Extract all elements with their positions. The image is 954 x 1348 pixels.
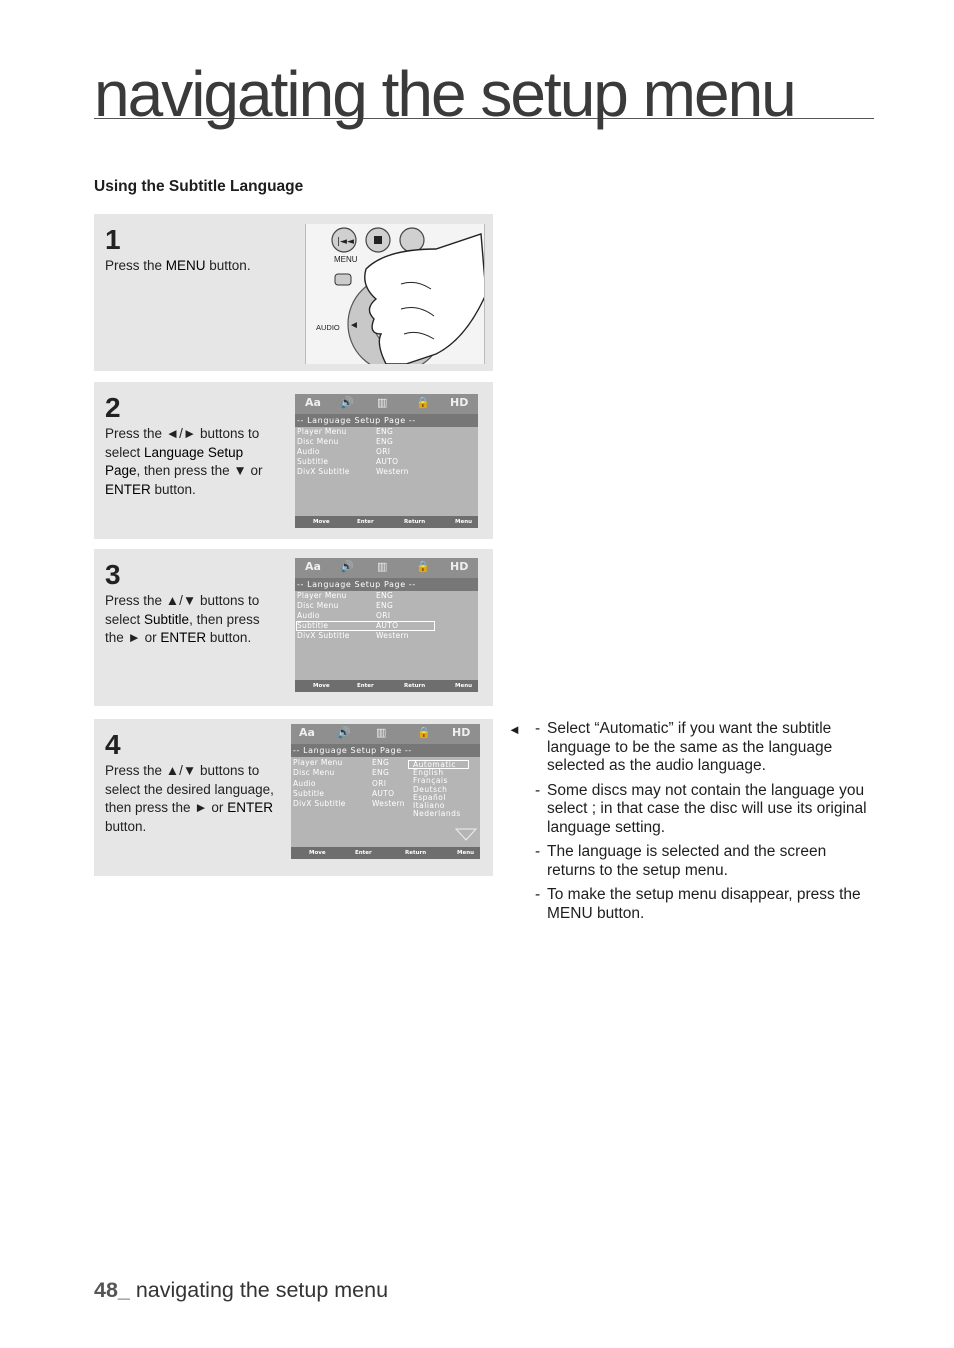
remote-illustration: [305, 224, 485, 364]
section-heading: Using the Subtitle Language: [94, 178, 304, 195]
osd-row-value: ENG: [376, 437, 394, 446]
step-text: Press the ▲/▼ buttons to select the desired language, then press the ► or ENTER button.: [105, 763, 274, 834]
notes: [508, 720, 868, 929]
step-number: 1: [105, 224, 121, 255]
osd-row-label: Subtitle: [293, 789, 325, 798]
osd-row-value: Western: [372, 799, 405, 808]
osd-row-label: Disc Menu: [297, 601, 339, 610]
menu-label: MENU: [334, 255, 358, 264]
osd-row-value: Western: [376, 467, 409, 476]
step-number: 2: [105, 392, 121, 423]
osd-row-label: Audio: [297, 447, 320, 456]
osd-row-label: Player Menu: [293, 758, 343, 767]
osd-row-label: Disc Menu: [293, 768, 335, 777]
note-item: - The language is selected and the screen returns to the setup menu.: [535, 843, 827, 879]
osd-row-label: Subtitle: [297, 457, 329, 466]
osd-row-value: ORI: [376, 447, 391, 456]
hd-tab-icon: HD: [450, 560, 469, 573]
svg-text:|◄◄: |◄◄: [337, 237, 354, 247]
note-item: - To make the setup menu disappear, press the MENU button.: [535, 886, 861, 922]
osd-header: -- Language Setup Page --: [291, 744, 480, 757]
osd-row-label: Audio: [297, 611, 320, 620]
svg-text:◄: ◄: [349, 320, 359, 331]
audio-tab-icon: 🔊: [340, 396, 354, 409]
osd-row-label: DivX Subtitle: [293, 799, 346, 808]
osd-header: -- Language Setup Page --: [295, 414, 478, 427]
step-number: 3: [105, 559, 121, 590]
language-tab-icon: Aa: [305, 560, 321, 573]
osd-screen: [291, 724, 480, 859]
osd-row-label: Player Menu: [297, 591, 347, 600]
note-arrow-icon: ◄: [508, 722, 521, 737]
step-text: Press the MENU button.: [105, 258, 251, 273]
note-item: - Select “Automatic” if you want the subtitle language to be the same as the language selected as the audio language.: [535, 720, 833, 774]
osd-screen: [295, 558, 478, 692]
step-2-box: [94, 382, 493, 539]
page-number: 48_: [94, 1278, 130, 1302]
remote-hand-image: [306, 224, 485, 364]
step-text: Press the ▲/▼ buttons to select Subtitle, then press the ► or ENTER button.: [105, 593, 260, 645]
osd-row-value: ENG: [372, 768, 390, 777]
osd-language-dropdown: Automatic English Français Deutsch Español Italiano Nederlands: [413, 760, 461, 819]
page-title: navigating the setup menu: [94, 62, 874, 119]
osd-row-value: ENG: [372, 758, 390, 767]
osd-row-value: AUTO: [372, 789, 395, 798]
osd-header: -- Language Setup Page --: [295, 578, 478, 591]
audio-label: AUDIO: [316, 323, 340, 332]
display-tab-icon: ▥: [376, 726, 387, 739]
osd-row-label: DivX Subtitle: [297, 467, 350, 476]
osd-row-value: AUTO: [376, 457, 399, 466]
lock-tab-icon: 🔒: [416, 396, 430, 409]
osd-row-value: ORI: [372, 779, 387, 788]
lock-tab-icon: 🔒: [416, 560, 430, 573]
audio-tab-icon: 🔊: [340, 560, 354, 573]
osd-row-value: ORI: [376, 611, 391, 620]
display-tab-icon: ▥: [377, 560, 388, 573]
osd-bottom-bar: Move Enter Return Menu: [295, 516, 478, 528]
hd-tab-icon: HD: [452, 726, 471, 739]
osd-row-value: ENG: [376, 601, 394, 610]
step-3-box: [94, 549, 493, 706]
osd-row-value: ENG: [376, 427, 394, 436]
osd-row-label: Disc Menu: [297, 437, 339, 446]
osd-row-label: Audio: [293, 779, 316, 788]
footer-text: navigating the setup menu: [129, 1278, 389, 1302]
display-tab-icon: ▥: [377, 396, 388, 409]
page-footer: [94, 1278, 388, 1303]
osd-bottom-bar: Move Enter Return Menu: [291, 847, 480, 859]
osd-row-label: DivX Subtitle: [297, 631, 350, 640]
osd-row-value: Western: [376, 631, 409, 640]
osd-bottom-bar: Move Enter Return Menu: [295, 680, 478, 692]
osd-row-value: ENG: [376, 591, 394, 600]
osd-screen: [295, 394, 478, 528]
hd-tab-icon: HD: [450, 396, 469, 409]
step-4-box: [94, 719, 493, 876]
osd-row-label: Subtitle: [297, 621, 329, 630]
lock-tab-icon: 🔒: [417, 726, 431, 739]
step-text: Press the ◄/► buttons to select Language Setup Page, then press the ▼ or ENTER button.: [105, 426, 263, 497]
note-item: - Some discs may not contain the language you select ; in that case the disc will use its original language setting.: [535, 781, 867, 836]
language-tab-icon: Aa: [299, 726, 315, 739]
scroll-down-icon: [455, 828, 477, 842]
osd-row-label: Player Menu: [297, 427, 347, 436]
step-1-box: [94, 214, 493, 371]
step-number: 4: [105, 729, 121, 760]
language-tab-icon: Aa: [305, 396, 321, 409]
osd-row-value: AUTO: [376, 621, 399, 630]
audio-tab-icon: 🔊: [337, 726, 351, 739]
